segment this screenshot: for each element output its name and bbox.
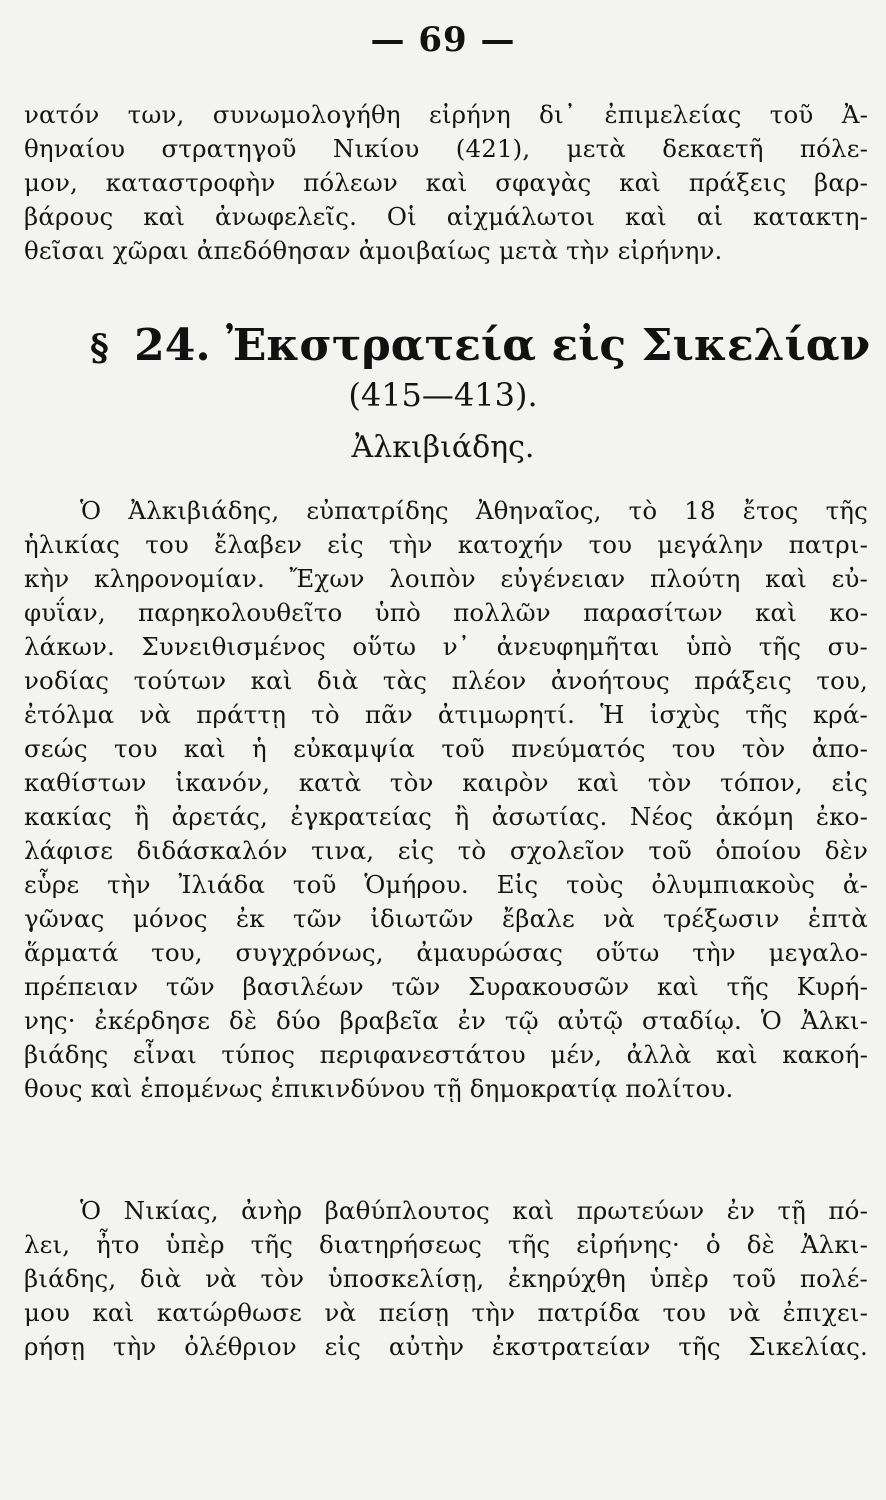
text-line: γῶνας μόνος ἐκ τῶν ἰδιωτῶν ἔβαλε νὰ τρέξωσιν ἑπτὰ — [24, 904, 868, 933]
section-symbol: § — [90, 327, 109, 369]
section-number: 24. — [134, 320, 211, 371]
text-line: ρήσῃ τὴν ὀλέθριον εἰς αὐτὴν ἐκστρατείαν τῆς Σικελίας. — [24, 1332, 868, 1361]
section-title: Ἐκστρατεία εἰς Σικελίαν — [226, 320, 871, 371]
text-line: Ὁ Ἀλκιβιάδης, εὐπατρίδης Ἀθηναῖος, τὸ 18 ἔτος τῆς — [80, 496, 868, 525]
text-line: μον, καταστροφὴν πόλεων καὶ σφαγὰς καὶ πράξεις βαρ- — [24, 168, 868, 197]
text-line: ἅρματά του, συγχρόνως, ἀμαυρώσας οὕτω τὴν μεγαλο- — [24, 938, 868, 967]
top-paragraph — [24, 98, 868, 268]
text-line: μου καὶ κατώρθωσε νὰ πείσῃ τὴν πατρίδα του νὰ ἐπιχει- — [24, 1298, 868, 1327]
text-line: καθίστων ἱκανόν, κατὰ τὸν καιρὸν καὶ τὸν τόπον, εἰς — [24, 768, 868, 797]
paragraph-nikias — [24, 1194, 868, 1364]
text-line: σεώς του καὶ ἡ εὐκαμψία τοῦ πνεύματός του τὸν ἀπο- — [24, 734, 868, 763]
text-line: φυΐαν, παρηκολουθεῖτο ὑπὸ πολλῶν παρασίτων καὶ κο- — [24, 598, 868, 627]
text-line: ἡλικίας του ἔλαβεν εἰς τὴν κατοχήν του μεγάλην πατρι- — [24, 530, 868, 559]
section-subtitle: Ἀλκιβιάδης. — [351, 430, 535, 465]
text-line: λάφισε διδάσκαλόν τινα, εἰς τὸ σχολεῖον τοῦ ὁποίου δὲν — [24, 836, 868, 865]
section-years: (415—413). — [348, 376, 538, 414]
text-line: θηναίου στρατηγοῦ Νικίου (421), μετὰ δεκαετῆ πόλε- — [24, 134, 868, 163]
text-line: λει, ἦτο ὑπὲρ τῆς διατηρήσεως τῆς εἰρήνης· ὁ δὲ Ἀλκι- — [24, 1230, 868, 1259]
text-line: κακίας ἢ ἀρετάς, ἐγκρατείας ἢ ἀσωτίας. Νέος ἀκόμη ἐκο- — [24, 802, 868, 831]
text-line: βιάδης, διὰ νὰ τὸν ὑποσκελίσῃ, ἐκηρύχθη ὑπὲρ τοῦ πολέ- — [24, 1264, 868, 1293]
text-line: λάκων. Συνειθισμένος οὕτω ν᾽ ἀνευφημῆται ὑπὸ τῆς συ- — [24, 632, 868, 661]
text-line: εὗρε τὴν Ἰλιάδα τοῦ Ὁμήρου. Εἰς τοὺς ὀλυμπιακοὺς ἀ- — [24, 870, 868, 899]
text-line: ἐτόλμα νὰ πράττῃ τὸ πᾶν ἀτιμωρητί. Ἡ ἰσχὺς τῆς κρά- — [24, 700, 868, 729]
text-line: θους καὶ ἑπομένως ἐπικινδύνου τῇ δημοκρατίᾳ πολίτου. — [24, 1074, 734, 1103]
text-line: κὴν κληρονομίαν. Ἔχων λοιπὸν εὐγένειαν πλούτη καὶ εὐ- — [24, 564, 868, 593]
text-line: Ὁ Νικίας, ἀνὴρ βαθύπλουτος καὶ πρωτεύων ἐν τῇ πό- — [80, 1196, 868, 1225]
text-line: βάρους καὶ ἀνωφελεῖς. Οἱ αἰχμάλωτοι καὶ αἱ κατακτη- — [24, 202, 868, 231]
section-heading — [90, 320, 871, 371]
text-line: νοδίας τούτων καὶ διὰ τὰς πλέον ἀνοήτους πράξεις του, — [24, 666, 868, 695]
text-line: πρέπειαν τῶν βασιλέων τῶν Συρακουσῶν καὶ τῆς Κυρή- — [24, 972, 868, 1001]
paragraph-alcibiades — [24, 494, 868, 1106]
text-line: βιάδης εἶναι τύπος περιφανεστάτου μέν, ἀλλὰ καὶ κακοή- — [24, 1040, 868, 1069]
text-line: νης· ἐκέρδησε δὲ δύο βραβεῖα ἐν τῷ αὐτῷ σταδίῳ. Ὁ Ἀλκι- — [24, 1006, 868, 1035]
page-number: — 69 — — [370, 20, 516, 60]
text-line: νατόν των, συνωμολογήθη εἰρήνη δι᾽ ἐπιμελείας τοῦ Ἀ- — [24, 100, 868, 129]
text-line: θεῖσαι χῶραι ἀπεδόθησαν ἀμοιβαίως μετὰ τὴν εἰρήνην. — [24, 236, 723, 265]
